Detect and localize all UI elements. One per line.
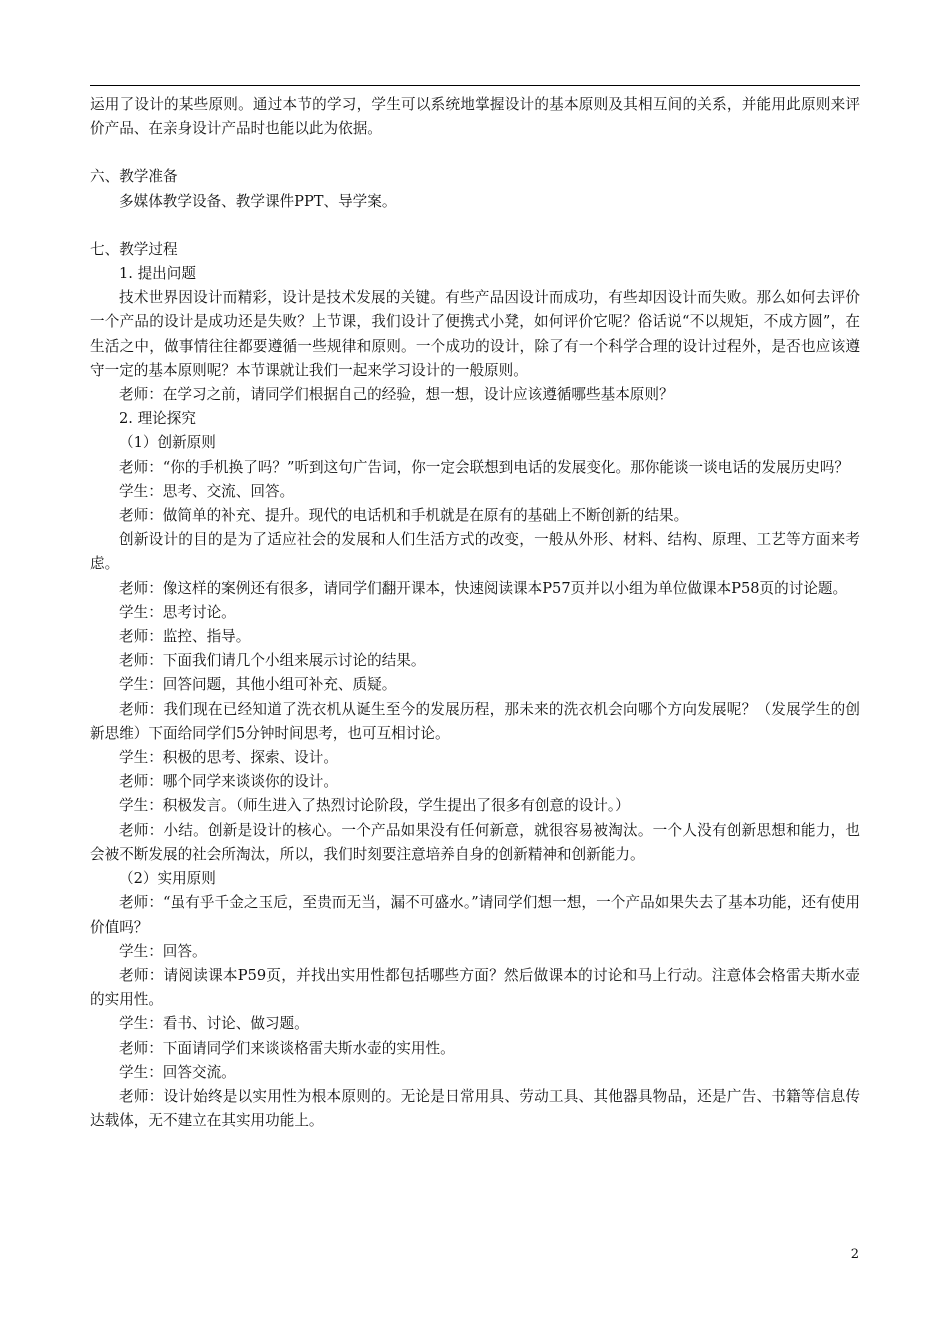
section-heading-preparation: 六、教学准备 xyxy=(90,168,178,186)
paragraph: 学生：积极的思考、探索、设计。 xyxy=(119,749,338,767)
paragraph: 老师：做简单的补充、提升。现代的电话机和手机就是在原有的基础上不断创新的结果。 xyxy=(119,507,689,525)
paragraph: 老师：在学习之前，请同学们根据自己的经验，想一想，设计应该遵循哪些基本原则？ xyxy=(119,386,674,404)
paragraph: 老师：哪个同学来谈谈你的设计。 xyxy=(119,773,338,791)
paragraph: 学生：回答。 xyxy=(119,942,207,960)
document-body xyxy=(90,93,860,1133)
paragraph: 老师：下面我们请几个小组来展示讨论的结果。 xyxy=(119,652,426,670)
paragraph: 学生：回答交流。 xyxy=(119,1063,236,1081)
paragraph: 老师：设计始终是以实用性为根本原则的。无论是日常用具、劳动工具、其他器具物品，还是广告、书籍等信息传达载体，无不建立在其实用功能上。 xyxy=(90,1087,860,1130)
section-heading-process: 七、教学过程 xyxy=(90,240,178,258)
paragraph: 学生：回答问题，其他小组可补充、质疑。 xyxy=(119,676,397,694)
paragraph: 老师：下面请同学们来谈谈格雷夫斯水壶的实用性。 xyxy=(119,1039,455,1057)
page-number: 2 xyxy=(850,1247,859,1262)
header-rule xyxy=(90,85,860,86)
paragraph-intro-continued: 运用了设计的某些原则。通过本节的学习，学生可以系统地掌握设计的基本原则及其相互间的关系，并能用此原则来评价产品、在亲身设计产品时也能以此为依据。 xyxy=(90,96,860,138)
paragraph: 老师：“你的手机换了吗？”听到这句广告词，你一定会联想到电话的发展变化。那你能谈一谈电话的发展历史吗？ xyxy=(119,458,850,476)
subheading-theory: 2. 理论探究 xyxy=(119,410,196,428)
subheading-raise-question: 1. 提出问题 xyxy=(119,265,196,283)
paragraph: 老师：我们现在已经知道了洗衣机从诞生至今的发展历程，那未来的洗衣机会向哪个方向发展呢？（发展学生的创新思维）下面给同学们5分钟时间思考，也可互相讨论。 xyxy=(90,700,860,742)
subheading-practical: （2）实用原则 xyxy=(119,870,216,888)
paragraph-gap xyxy=(90,214,860,238)
paragraph: 学生：看书、讨论、做习题。 xyxy=(119,1015,309,1033)
paragraph: 老师：“虽有乎千金之玉卮，至贵而无当，漏不可盛水。”请同学们想一想，一个产品如果失去了基本功能，还有使用价值吗？ xyxy=(90,894,860,936)
paragraph: 老师：监控、指导。 xyxy=(119,628,251,646)
paragraph: 创新设计的目的是为了适应社会的发展和人们生活方式的改变，一般从外形、材料、结构、原理、工艺等方面来考虑。 xyxy=(90,531,860,573)
paragraph: 学生：积极发言。（师生进入了热烈讨论阶段，学生提出了很多有创意的设计。） xyxy=(119,797,630,815)
paragraph-preparation: 多媒体教学设备、教学课件PPT、导学案。 xyxy=(119,192,397,210)
paragraph: 学生：思考、交流、回答。 xyxy=(119,482,295,500)
paragraph: 技术世界因设计而精彩，设计是技术发展的关键。有些产品因设计而成功，有些却因设计而失败。那么如何去评价一个产品的设计是成功还是失败？上节课，我们设计了便携式小凳，如何评价它呢？俗话说“不以规矩，不成方圆”，在生活之中，做事情往往都要遵循一些规律和原则。一个成功的设计，除了有一个科学合理的设计过程外，是否也应该遵守一定的基本原则呢？本节课就让我们一起来学习设计的一般原则。 xyxy=(90,289,860,379)
subheading-innovation: （1）创新原则 xyxy=(119,434,216,452)
paragraph: 学生：思考讨论。 xyxy=(119,603,236,621)
paragraph: 老师：像这样的案例还有很多，请同学们翻开课本，快速阅读课本P57页并以小组为单位做课本P58页的讨论题。 xyxy=(119,579,848,597)
paragraph: 老师：小结。创新是设计的核心。一个产品如果没有任何新意，就很容易被淘汰。一个人没有创新思想和能力，也会被不断发展的社会所淘汰，所以，我们时刻要注意培养自身的创新精神和创新能力。 xyxy=(90,821,860,863)
paragraph: 老师：请阅读课本P59页，并找出实用性都包括哪些方面？然后做课本的讨论和马上行动。注意体会格雷夫斯水壶的实用性。 xyxy=(90,966,860,1009)
paragraph-gap xyxy=(90,141,860,165)
